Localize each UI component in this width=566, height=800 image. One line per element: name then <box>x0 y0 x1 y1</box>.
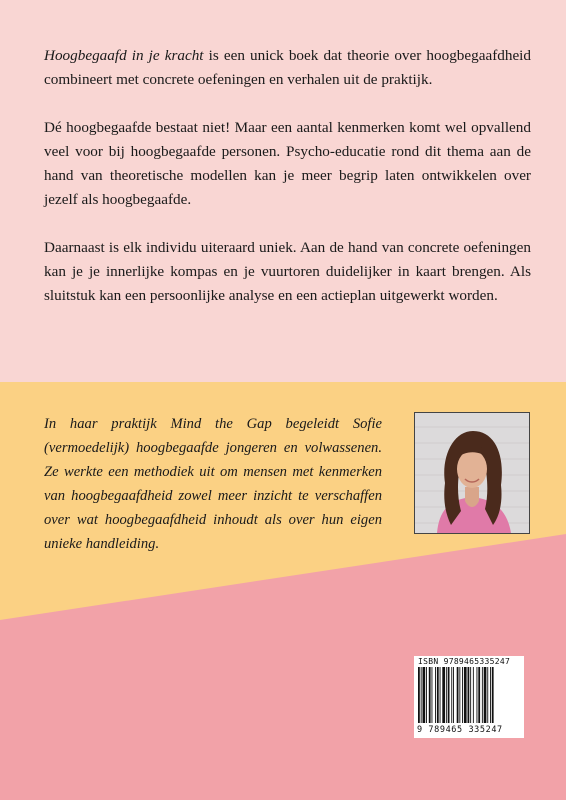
author-photo <box>414 412 530 534</box>
barcode-bars <box>418 667 520 723</box>
author-bio: In haar praktijk Mind the Gap begeleidt Sofie (vermoedelijk) hoogbegaafde jongeren en volwassenen. Ze werkte een methodiek uit om mensen met kenmerken van hoogbegaafdheid zowel meer inzicht te verschaffen over wat hoogbegaafdheid inhoudt als over hun eigen unieke handleiding. <box>44 416 382 552</box>
blurb-paragraph-2: Dé hoogbegaafde bestaat niet! Maar een aantal kenmerken komt wel opvallend veel voor bij hoogbegaafde personen. Psycho-educatie rond dit thema aan de hand van theoretische modellen kan je meer begrip laten ontwikkelen over jezelf als hoogbegaafde. <box>44 119 531 208</box>
back-cover-blurb <box>44 44 531 332</box>
blurb-paragraph-1-text: is een unick boek dat theorie over hoogbegaafdheid combineert met concrete oefeningen en verhalen uit de praktijk. <box>44 47 531 88</box>
blurb-paragraph-1 <box>44 44 531 92</box>
book-title-inline: Hoogbegaafd in je kracht <box>44 47 204 64</box>
author-portrait-illustration <box>415 413 529 533</box>
isbn-label: ISBN 9789465335247 <box>418 657 511 666</box>
isbn-digits: 9 789465 335247 <box>417 725 503 735</box>
isbn-barcode <box>414 656 524 738</box>
blurb-paragraph-3: Daarnaast is elk individu uiteraard uniek. Aan de hand van concrete oefeningen kan je je innerlijke kompas en je vuurtoren duidelijker in kaart brengen. Als sluitstuk kan een persoonlijke analyse en een actieplan uitgewerkt worden. <box>44 239 531 304</box>
